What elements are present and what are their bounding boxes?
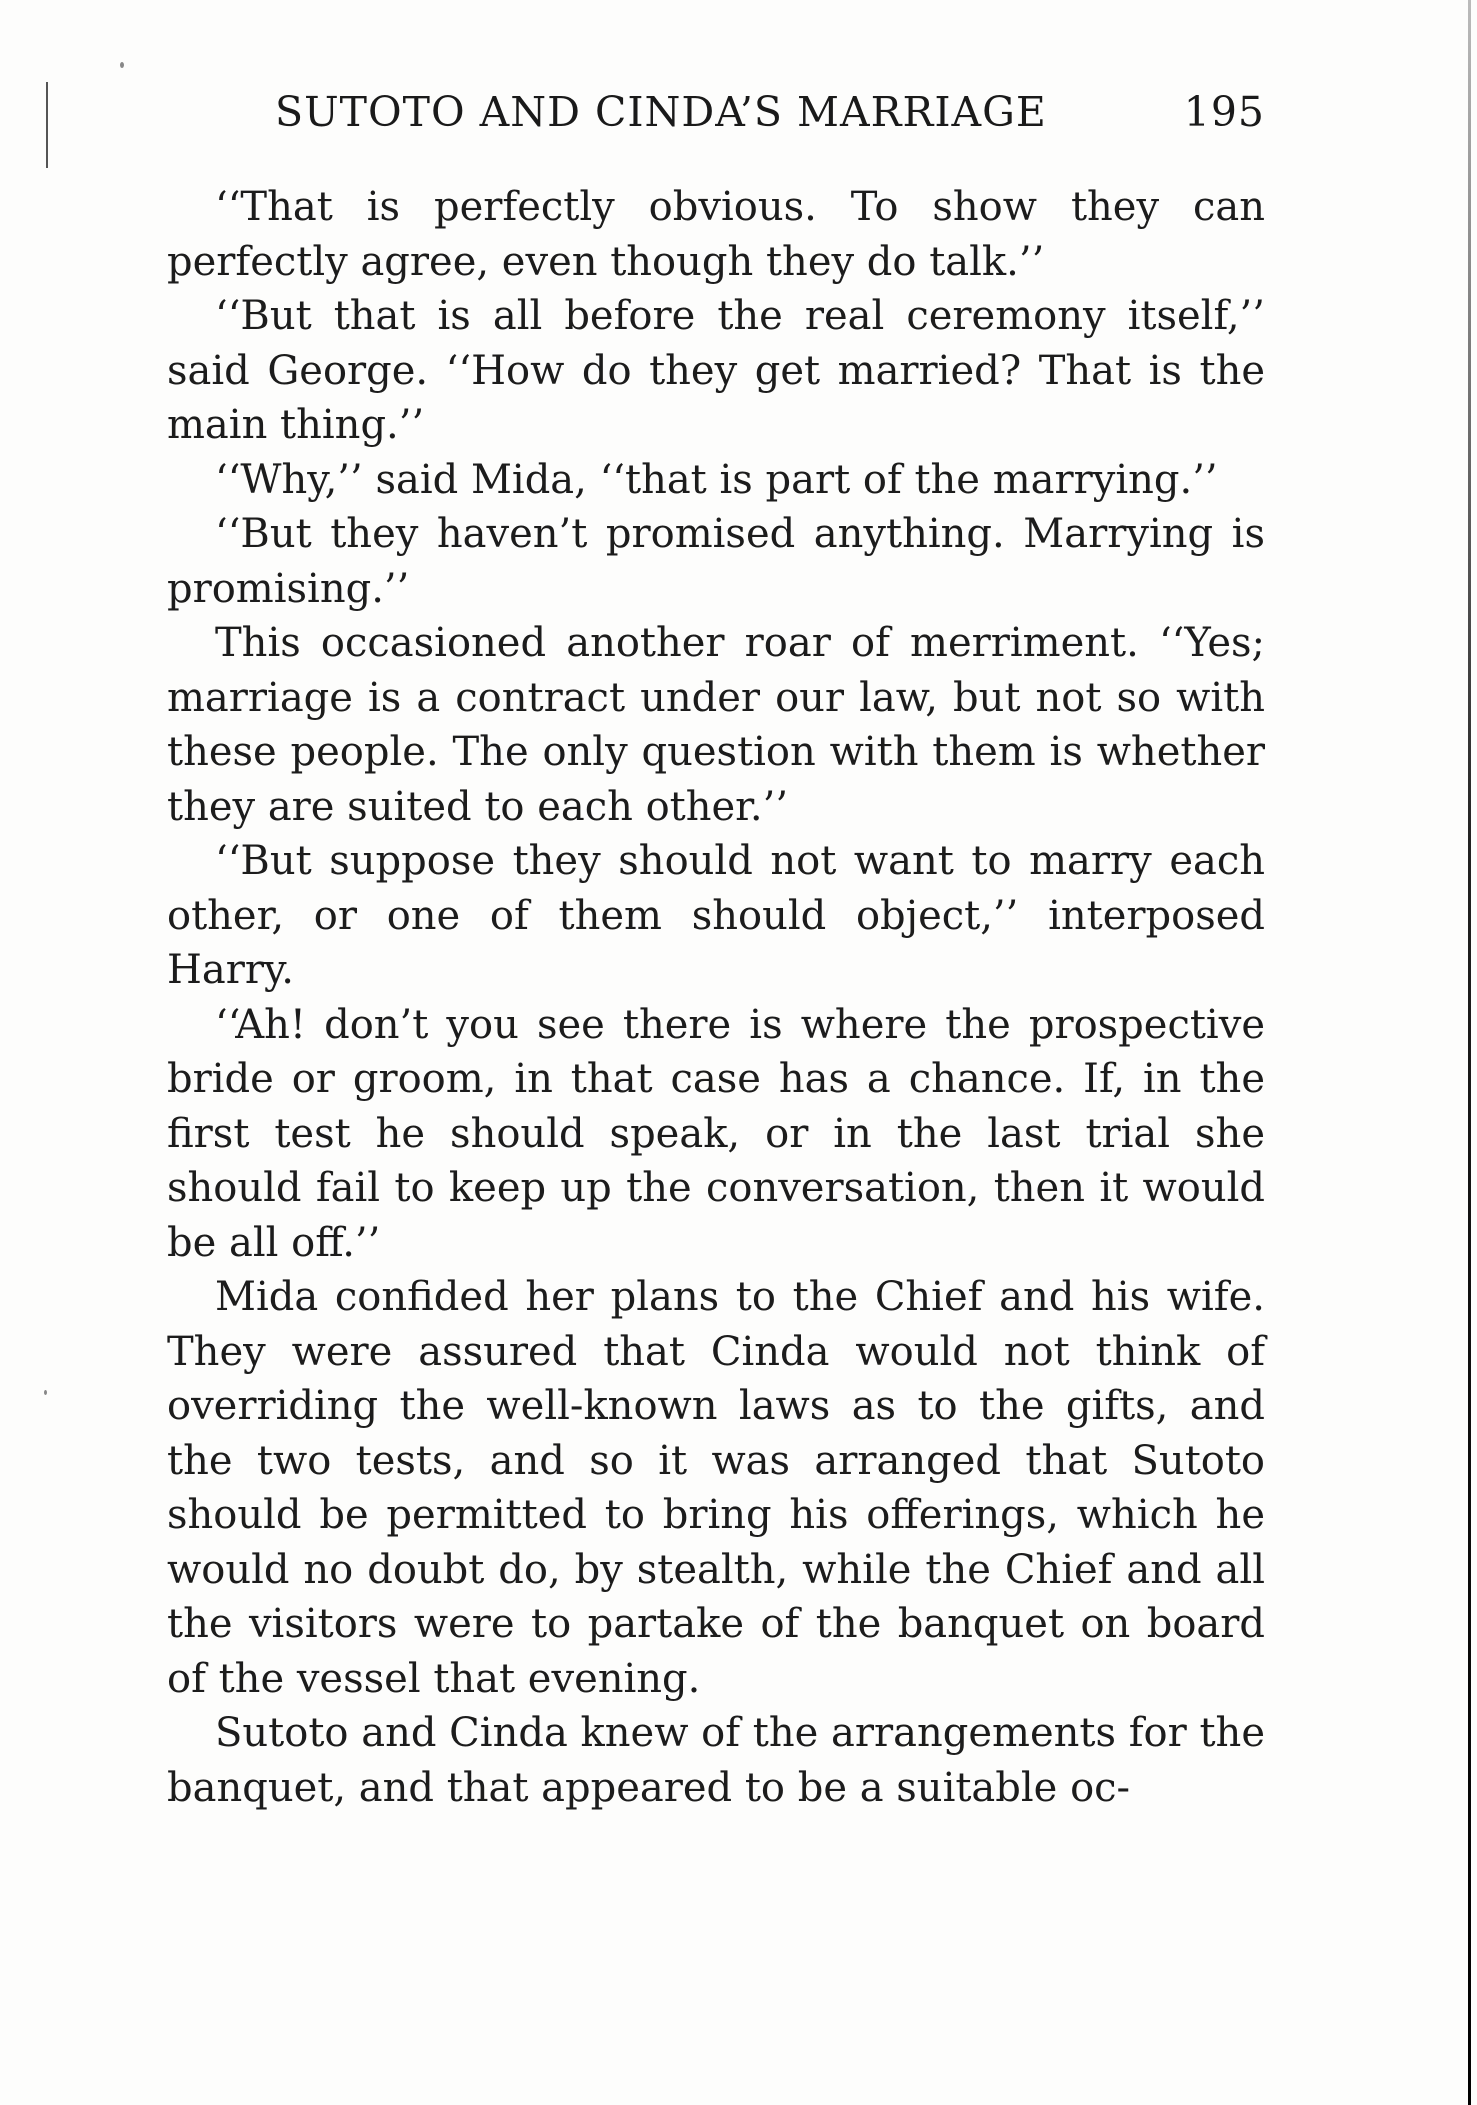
ink-speck [120, 62, 124, 68]
paragraph: ‘‘But they haven’t promised anything. Marrying is promising.’’ [167, 511, 1265, 612]
paragraph: ‘‘That is perfectly obvious. To show they can perfectly agree, even though they do talk.’’ [167, 184, 1265, 285]
paragraph: ‘‘But that is all before the real ceremony itself,’’ said George. ‘‘How do they get married? That is the main thing.’’ [167, 293, 1265, 448]
ink-speck [44, 1390, 47, 1395]
paragraph: Sutoto and Cinda knew of the arrangements for the banquet, and that appeared to be a suitable oc- [167, 1710, 1265, 1811]
page-edge-mark-left [46, 82, 48, 168]
running-header [275, 88, 1265, 144]
paragraph: ‘‘Ah! don’t you see there is where the prospective bride or groom, in that case has a chance. If, in the first test he should speak, or in the last trial she should fail to keep up the conversation, then it would be all off.’’ [167, 1001, 1265, 1266]
paragraph: Mida confided her plans to the Chief and his wife. They were assured that Cinda would not think of overriding the well-known laws as to the gifts, and the two tests, and so it was arranged that Sutoto should be permitted to bring his offerings, which he would no doubt do, by stealth, while the Chief and all the visitors were to partake of the banquet on board of the vessel that evening. [167, 1274, 1265, 1702]
page-number: 195 [1183, 88, 1265, 136]
paragraph: ‘‘But suppose they should not want to marry each other, or one of them should object,’’ interposed Harry. [167, 838, 1265, 993]
page-edge-binding-right [1468, 0, 1471, 2105]
body-text [167, 180, 1265, 1815]
paragraph: ‘‘Why,’’ said Mida, ‘‘that is part of the marrying.’’ [215, 456, 1218, 503]
paragraph: This occasioned another roar of merriment. ‘‘Yes; marriage is a contract under our law, but not so with these people. The only question with them is whether they are suited to each other.’’ [167, 620, 1265, 830]
running-title: SUTOTO AND CINDA’S MARRIAGE [275, 88, 1047, 136]
